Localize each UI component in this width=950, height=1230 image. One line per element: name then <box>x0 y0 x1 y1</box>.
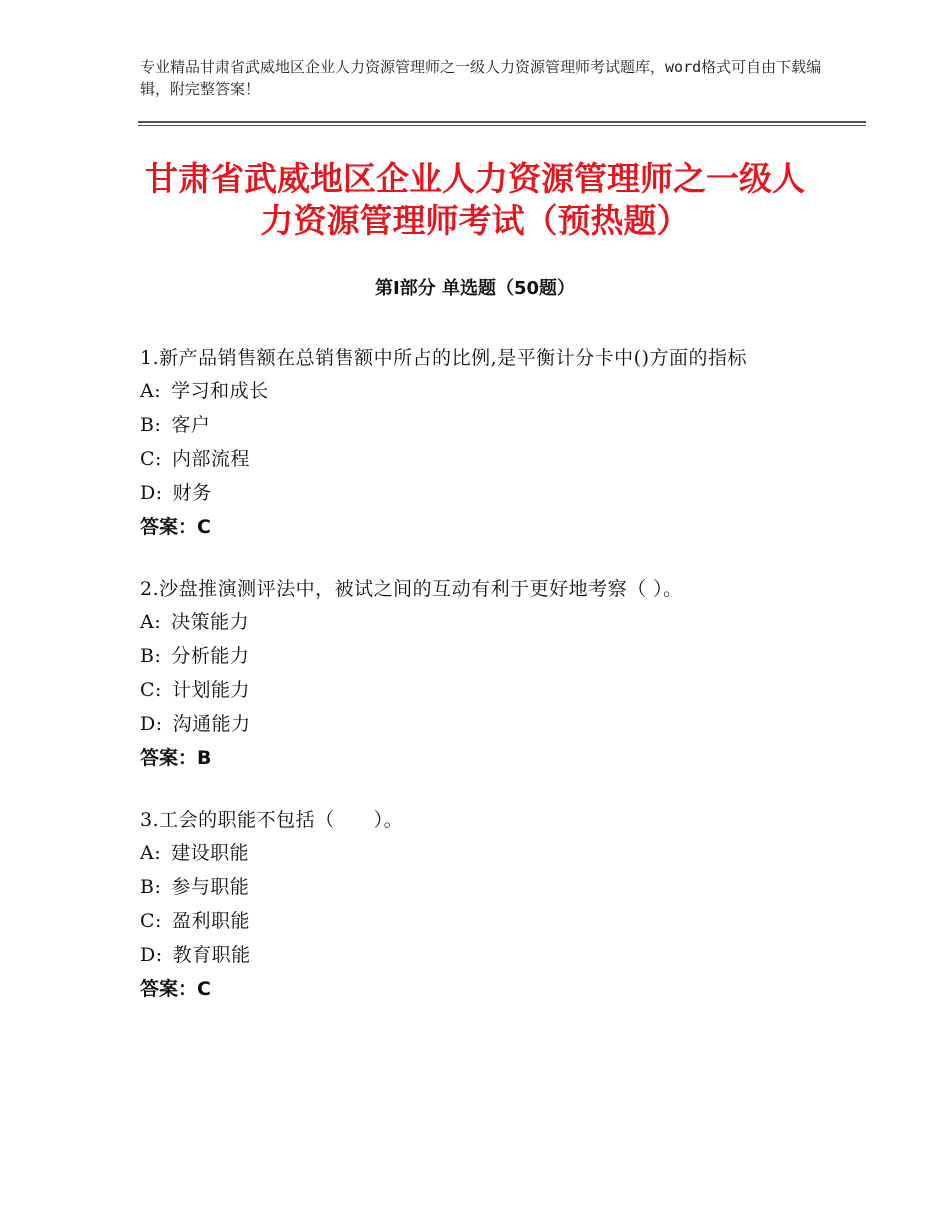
question-2 <box>140 573 810 775</box>
section-heading: 第Ⅰ部分 单选题（50题） <box>374 278 575 299</box>
question-stem: 3.工会的职能不包括（ ）。 <box>140 809 404 831</box>
option-letter: C: <box>140 448 162 470</box>
option-c <box>140 673 810 707</box>
answer-line: 答案：B <box>140 747 212 769</box>
option-letter: D: <box>140 944 163 966</box>
question-stem: 2.沙盘推演测评法中，被试之间的互动有利于更好地考察（ ）。 <box>140 578 683 600</box>
question-stem: 1.新产品销售额在总销售额中所占的比例,是平衡计分卡中()方面的指标 <box>140 347 747 369</box>
option-text: 沟通能力 <box>172 713 251 735</box>
option-letter: A: <box>140 842 162 864</box>
option-c <box>140 904 810 938</box>
option-text: 盈利职能 <box>171 910 250 932</box>
option-a <box>140 836 810 870</box>
option-text: 学习和成长 <box>171 380 269 402</box>
header-rule-thin <box>138 125 866 126</box>
header-rule-thick <box>138 121 866 123</box>
option-letter: C: <box>140 910 162 932</box>
question-1 <box>140 342 810 544</box>
option-text: 参与职能 <box>171 876 250 898</box>
option-a <box>140 605 810 639</box>
option-c <box>140 442 810 476</box>
option-letter: D: <box>140 713 163 735</box>
option-d <box>140 476 810 510</box>
option-letter: B: <box>140 414 162 436</box>
option-text: 建设职能 <box>171 842 250 864</box>
option-text: 决策能力 <box>171 611 250 633</box>
option-d <box>140 938 810 972</box>
option-letter: B: <box>140 876 162 898</box>
option-text: 分析能力 <box>171 645 250 667</box>
question-list <box>140 342 810 1035</box>
option-b <box>140 639 810 673</box>
option-text: 内部流程 <box>171 448 250 470</box>
option-b <box>140 408 810 442</box>
option-text: 财务 <box>172 482 212 504</box>
option-letter: B: <box>140 645 162 667</box>
option-a <box>140 374 810 408</box>
header-note: 专业精品甘肃省武威地区企业人力资源管理师之一级人力资源管理师考试题库，word格式可自由下载编辑，附完整答案！ <box>140 58 822 98</box>
option-b <box>140 870 810 904</box>
option-letter: C: <box>140 679 162 701</box>
option-letter: D: <box>140 482 163 504</box>
document-title: 甘肃省武威地区企业人力资源管理师之一级人力资源管理师考试（预热题） <box>145 159 805 240</box>
option-d <box>140 707 810 741</box>
option-text: 教育职能 <box>172 944 251 966</box>
option-text: 客户 <box>171 414 211 436</box>
option-text: 计划能力 <box>171 679 250 701</box>
answer-line: 答案：C <box>140 516 211 538</box>
answer-line: 答案：C <box>140 978 211 1000</box>
option-letter: A: <box>140 611 162 633</box>
option-letter: A: <box>140 380 162 402</box>
question-3 <box>140 804 810 1006</box>
